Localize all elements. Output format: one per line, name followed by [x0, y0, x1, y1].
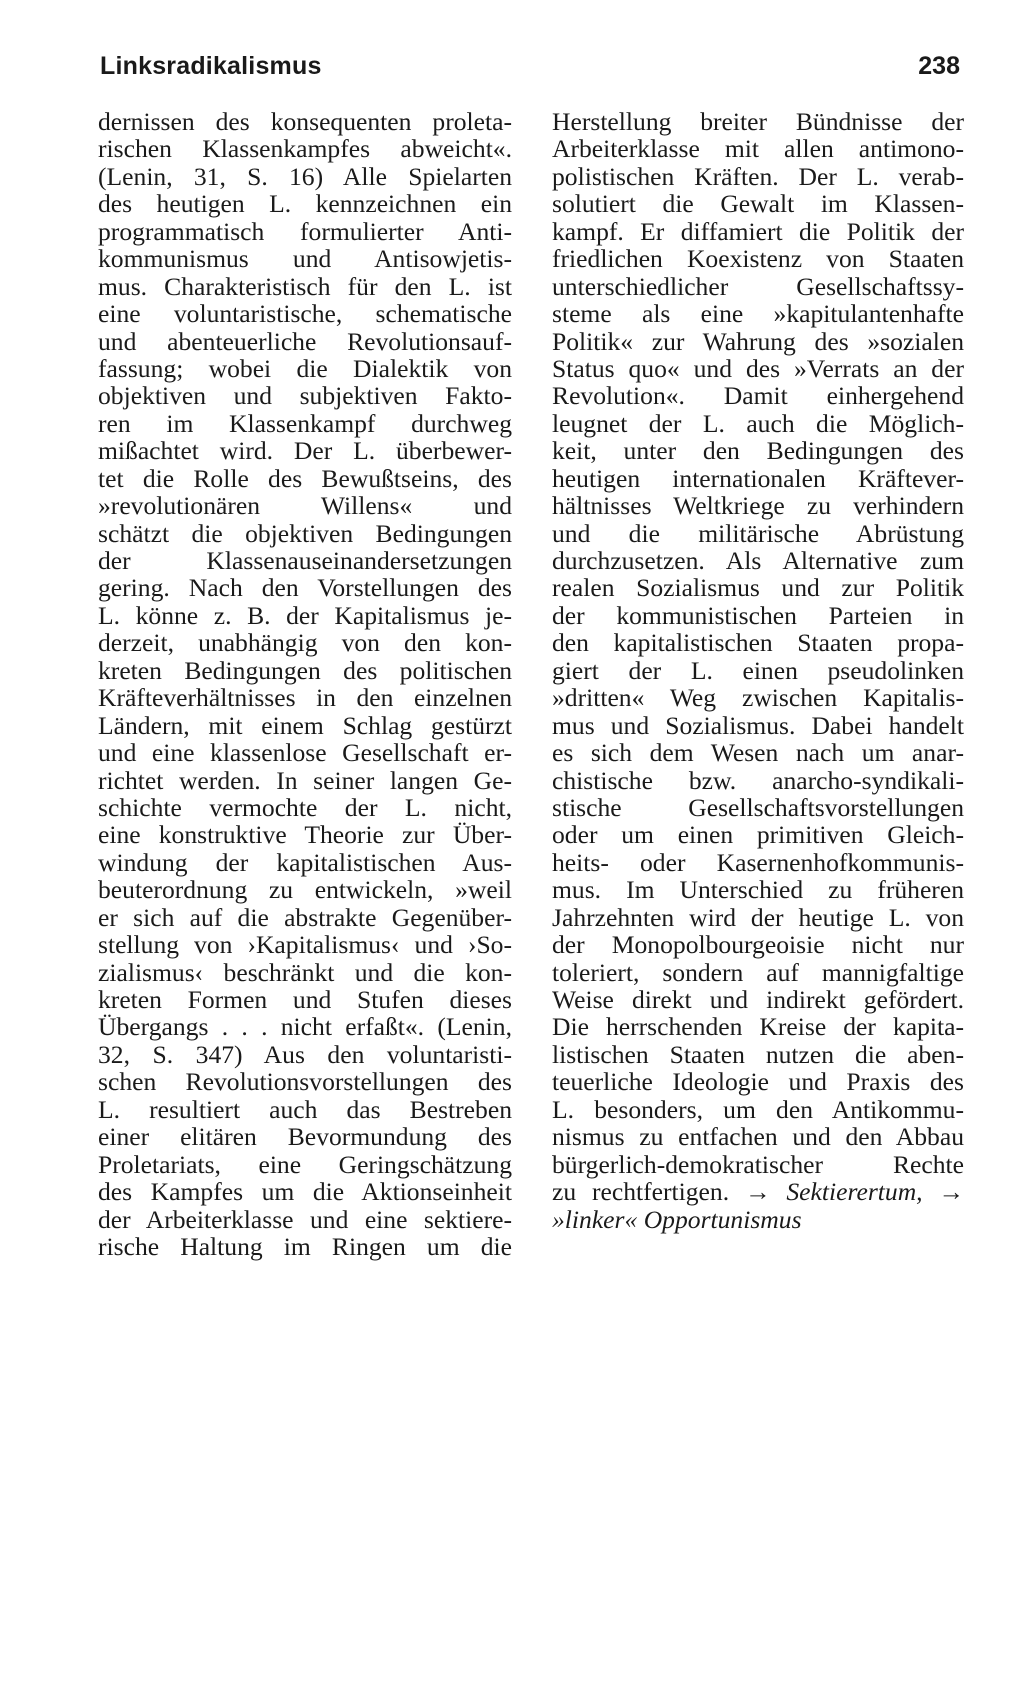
text-line: unterschiedlicher Gesellschaftssy-: [552, 271, 964, 301]
text-line: heutigen internationalen Kräftever-: [552, 463, 964, 493]
text-line: teuerliche Ideologie und Praxis des: [552, 1067, 964, 1097]
text-line: der kommunistischen Parteien in: [552, 600, 964, 630]
text-line: Arbeiterklasse mit allen antimono-: [552, 134, 964, 164]
text-line: mus und Sozialismus. Dabei handelt: [552, 710, 964, 740]
text-line: steme als eine »kapitulantenhafte: [552, 299, 964, 329]
text-line: stische Gesellschaftsvorstellungen: [552, 792, 964, 822]
left-text-column: [98, 108, 512, 1260]
text-line: L. resultiert auch das Bestreben: [98, 1094, 512, 1124]
text-line: schätzt die objektiven Bedingungen: [98, 518, 512, 548]
text-line: Jahrzehnten wird der heutige L. von: [552, 902, 964, 932]
text-line: oder um einen primitiven Gleich-: [552, 820, 964, 850]
text-line: Ländern, mit einem Schlag gestürzt: [98, 710, 512, 740]
running-head: [100, 52, 960, 92]
text-line: Die herrschenden Kreise der kapita-: [552, 1012, 964, 1042]
text-line: richtet werden. In seiner langen Ge-: [98, 765, 512, 795]
text-line: Herstellung breiter Bündnisse der: [552, 107, 964, 136]
arrow-icon: →: [938, 1177, 964, 1207]
text-line: zialismus‹ beschränkt und die kon-: [98, 957, 512, 987]
text-line: objektiven und subjektiven Fakto-: [98, 381, 512, 411]
text-line: Status quo« und des »Verrats an der: [552, 353, 964, 383]
text-line: »revolutionären Willens« und: [98, 491, 512, 521]
text-line: hältnisses Weltkriege zu verhindern: [552, 491, 964, 521]
text-line: schichte vermochte der L. nicht,: [98, 792, 512, 822]
text-line: und abenteuerliche Revolutionsauf-: [98, 326, 512, 356]
text-line: kreten Formen und Stufen dieses: [98, 985, 512, 1014]
text-line: gering. Nach den Vorstellungen des: [98, 573, 512, 603]
text-line: den kapitalistischen Staaten propa-: [552, 628, 964, 658]
text-line: »dritten« Weg zwischen Kapitalis-: [552, 683, 964, 713]
text-line: durchzusetzen. Als Alternative zum: [552, 546, 964, 575]
text-line: Revolution«. Damit einhergehend: [552, 381, 964, 411]
text-line: der Klassenauseinandersetzungen: [98, 546, 512, 575]
text-line: der Monopolbourgeoisie nicht nur: [552, 930, 964, 960]
text-line: L. besonders, um den Antikommu-: [552, 1094, 964, 1124]
text-line: mus. Im Unterschied zu früheren: [552, 875, 964, 905]
text-line: friedlichen Koexistenz von Staaten: [552, 244, 964, 274]
right-text-column: [552, 108, 964, 1233]
text-line: einer elitären Bevormundung des: [98, 1122, 512, 1152]
text-line: polistischen Kräften. Der L. verab-: [552, 161, 964, 191]
text-line: schen Revolutionsvorstellungen des: [98, 1067, 512, 1097]
text-line: (Lenin, 31, S. 16) Alle Spielarten: [98, 161, 512, 191]
text-line: keit, unter den Bedingungen des: [552, 436, 964, 466]
text-line: programmatisch formulierter Anti-: [98, 216, 512, 246]
text-line: kampf. Er diffamiert die Politik der: [552, 216, 964, 246]
text-line: und die militärische Abrüstung: [552, 518, 964, 548]
text-line: und eine klassenlose Gesellschaft er-: [98, 738, 512, 768]
text-line: ren im Klassenkampf durchweg: [98, 408, 512, 438]
entry-title: Linksradikalismus: [100, 52, 322, 80]
text-line: kommunismus und Antisowjetis-: [98, 244, 512, 274]
text-line: eine konstruktive Theorie zur Über-: [98, 820, 512, 850]
text-line: es sich dem Wesen nach um anar-: [552, 738, 964, 768]
text-line: rischen Klassenkampfes abweicht«.: [98, 134, 512, 164]
text-line: giert der L. einen pseudolinken: [552, 655, 964, 685]
text-line: mißachtet wird. Der L. überbewer-: [98, 436, 512, 466]
text-line: L. könne z. B. der Kapitalismus je-: [98, 600, 512, 630]
cross-reference-line: [552, 1206, 964, 1233]
arrow-icon: →: [744, 1177, 771, 1207]
text-line: kreten Bedingungen des politischen: [98, 655, 512, 685]
text-line: listischen Staaten nutzen die aben-: [552, 1039, 964, 1069]
text-line: windung der kapitalistischen Aus-: [98, 847, 512, 877]
text-line: Politik« zur Wahrung des »sozialen: [552, 326, 964, 356]
text-line: dernissen des konsequenten proleta-: [98, 107, 512, 136]
cross-reference-line: [552, 1178, 964, 1205]
text-line: Weise direkt und indirekt gefördert.: [552, 985, 964, 1014]
text-line: solutiert die Gewalt im Klassen-: [552, 189, 964, 219]
text-line: fassung; wobei die Dialektik von: [98, 353, 512, 383]
text-line: des Kampfes um die Aktionseinheit: [98, 1177, 512, 1207]
text-line: toleriert, sondern auf mannigfaltige: [552, 957, 964, 987]
text-line: Kräfteverhältnisses in den einzelnen: [98, 683, 512, 713]
text-line: eine voluntaristische, schematische: [98, 299, 512, 329]
page-number: 238: [918, 52, 960, 80]
text-fragment: zu rechtfertigen.: [552, 1177, 730, 1207]
text-line: er sich auf die abstrakte Gegenüber-: [98, 902, 512, 932]
cross-reference-opportunismus[interactable]: »linker« Opportunismus: [552, 1204, 802, 1234]
text-line: beuterordnung zu entwickeln, »weil: [98, 875, 512, 905]
text-line: Übergangs . . . nicht erfaßt«. (Lenin,: [98, 1012, 512, 1042]
text-line: bürgerlich-demokratischer Rechte: [552, 1149, 964, 1179]
text-line: rische Haltung im Ringen um die: [98, 1231, 512, 1261]
cross-reference-sektierertum[interactable]: Sektierertum,: [786, 1177, 923, 1207]
text-line: heits- oder Kasernenhofkommunis-: [552, 847, 964, 877]
text-line: derzeit, unabhängig von den kon-: [98, 628, 512, 658]
text-line: tet die Rolle des Bewußtseins, des: [98, 463, 512, 493]
text-line: stellung von ›Kapitalismus‹ und ›So-: [98, 930, 512, 960]
text-line: Proletariats, eine Geringschätzung: [98, 1149, 512, 1179]
text-line: 32, S. 347) Aus den voluntaristi-: [98, 1039, 512, 1069]
text-line: realen Sozialismus und zur Politik: [552, 573, 964, 603]
text-line: der Arbeiterklasse und eine sektiere-: [98, 1204, 512, 1234]
text-line: nismus zu entfachen und den Abbau: [552, 1122, 964, 1152]
text-line: leugnet der L. auch die Möglich-: [552, 408, 964, 438]
text-line: chistische bzw. anarcho-syndikali-: [552, 765, 964, 795]
text-line: mus. Charakteristisch für den L. ist: [98, 271, 512, 301]
text-line: des heutigen L. kennzeichnen ein: [98, 189, 512, 219]
